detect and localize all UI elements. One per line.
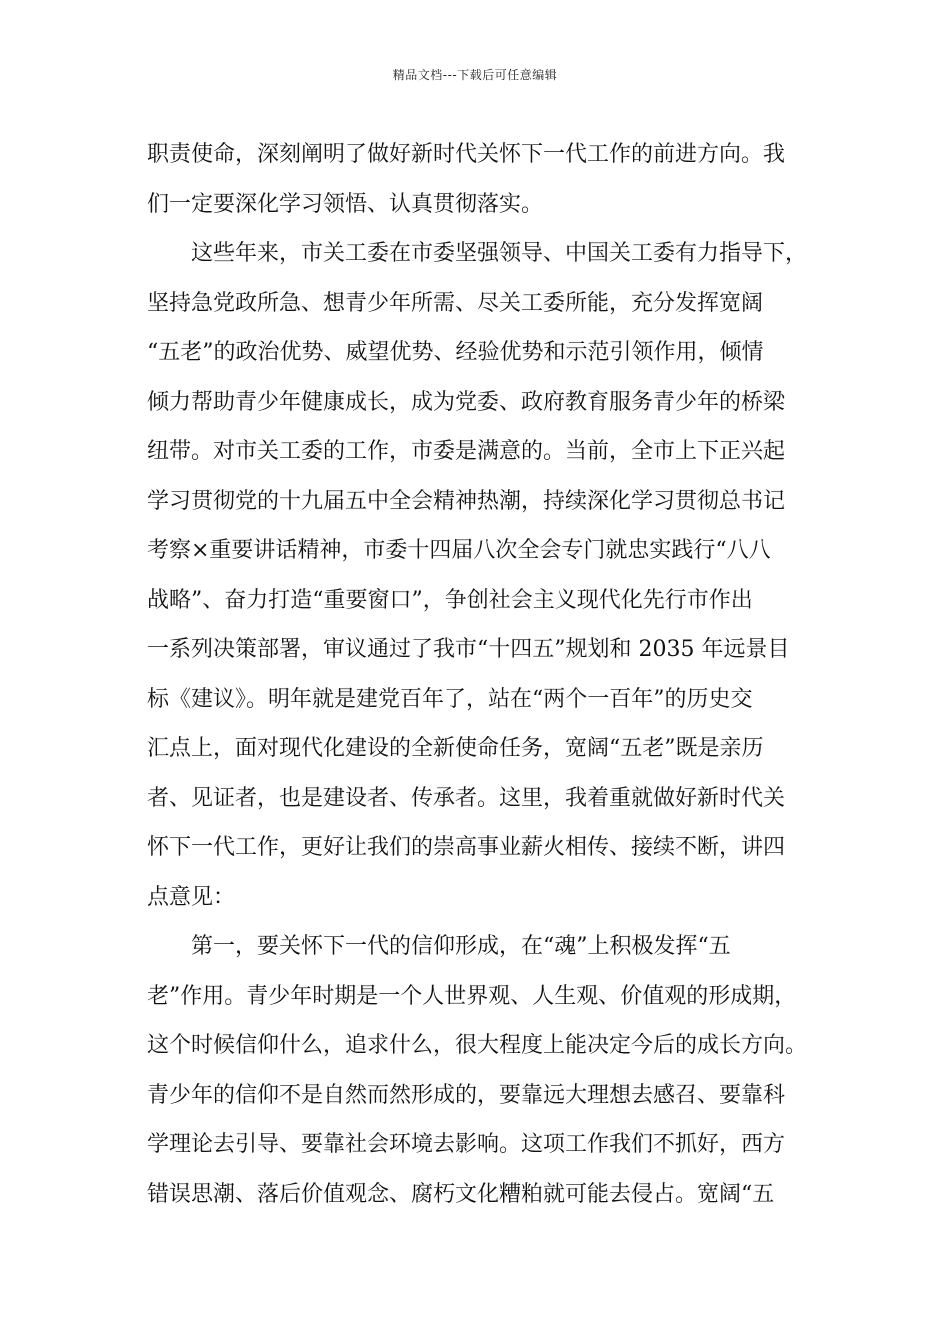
text-line: 坚持急党政所急、想青少年所需、尽关工委所能，充分发挥宽阔 <box>147 290 764 316</box>
paragraph-first-line: 第一，要关怀下一代的信仰形成，在“魂”上积极发挥“五 <box>191 934 731 959</box>
text-line: 标《建议》。明年就是建党百年了，站在“两个一百年”的历史交 <box>147 686 753 712</box>
body-text <box>147 130 827 1219</box>
text-line: 考察×重要讲话精神，市委十四届八次全会专门就忠实践行“八八 <box>147 538 771 563</box>
text-line: 怀下一代工作，更好让我们的崇高事业薪火相传、接续不断，讲四 <box>147 835 786 860</box>
text-line: 点意见： <box>147 884 236 910</box>
text-line: 一系列决策部署，审议通过了我市“十四五”规划和 2035 年远景目 <box>147 637 790 662</box>
text-line: 老”作用。青少年时期是一个人世界观、人生观、价值观的形成期， <box>147 983 797 1009</box>
text-line: 们一定要深化学习领悟、认真贯彻落实。 <box>147 191 544 217</box>
text-line: 纽带。对市关工委的工作，市委是满意的。当前，全市上下正兴起 <box>147 439 786 464</box>
text-line: 青少年的信仰不是自然而然形成的，要靠远大理想去感召、要靠科 <box>147 1082 786 1108</box>
text-line: 这个时候信仰什么，追求什么，很大程度上能决定今后的成长方向。 <box>147 1033 808 1058</box>
text-line: 战略”、奋力打造“重要窗口”，争创社会主义现代化先行市作出 <box>147 587 753 613</box>
text-line: 学理论去引导、要靠社会环境去影响。这项工作我们不抓好，西方 <box>147 1132 786 1157</box>
text-line: “五老”的政治优势、威望优势、经验优势和示范引领作用，倾情 <box>147 340 764 365</box>
text-line: 错误思潮、落后价值观念、腐朽文化糟粕就可能去侵占。宽阔“五 <box>147 1181 775 1207</box>
text-line: 倾力帮助青少年健康成长，成为党委、政府教育服务青少年的桥梁 <box>147 389 786 415</box>
page-header: 精品文档---下载后可任意编辑 <box>392 68 558 82</box>
text-line: 职责使命，深刻阐明了做好新时代关怀下一代工作的前进方向。我 <box>147 142 786 167</box>
text-line: 汇点上，面对现代化建设的全新使命任务，宽阔“五老”既是亲历 <box>147 736 764 761</box>
paragraph-first-line: 这些年来，市关工委在市委坚强领导、中国关工委有力指导下， <box>191 241 808 266</box>
text-line: 者、见证者，也是建设者、传承者。这里，我着重就做好新时代关 <box>147 785 786 811</box>
text-line: 学习贯彻党的十九届五中全会精神热潮，持续深化学习贯彻总书记 <box>147 488 786 514</box>
